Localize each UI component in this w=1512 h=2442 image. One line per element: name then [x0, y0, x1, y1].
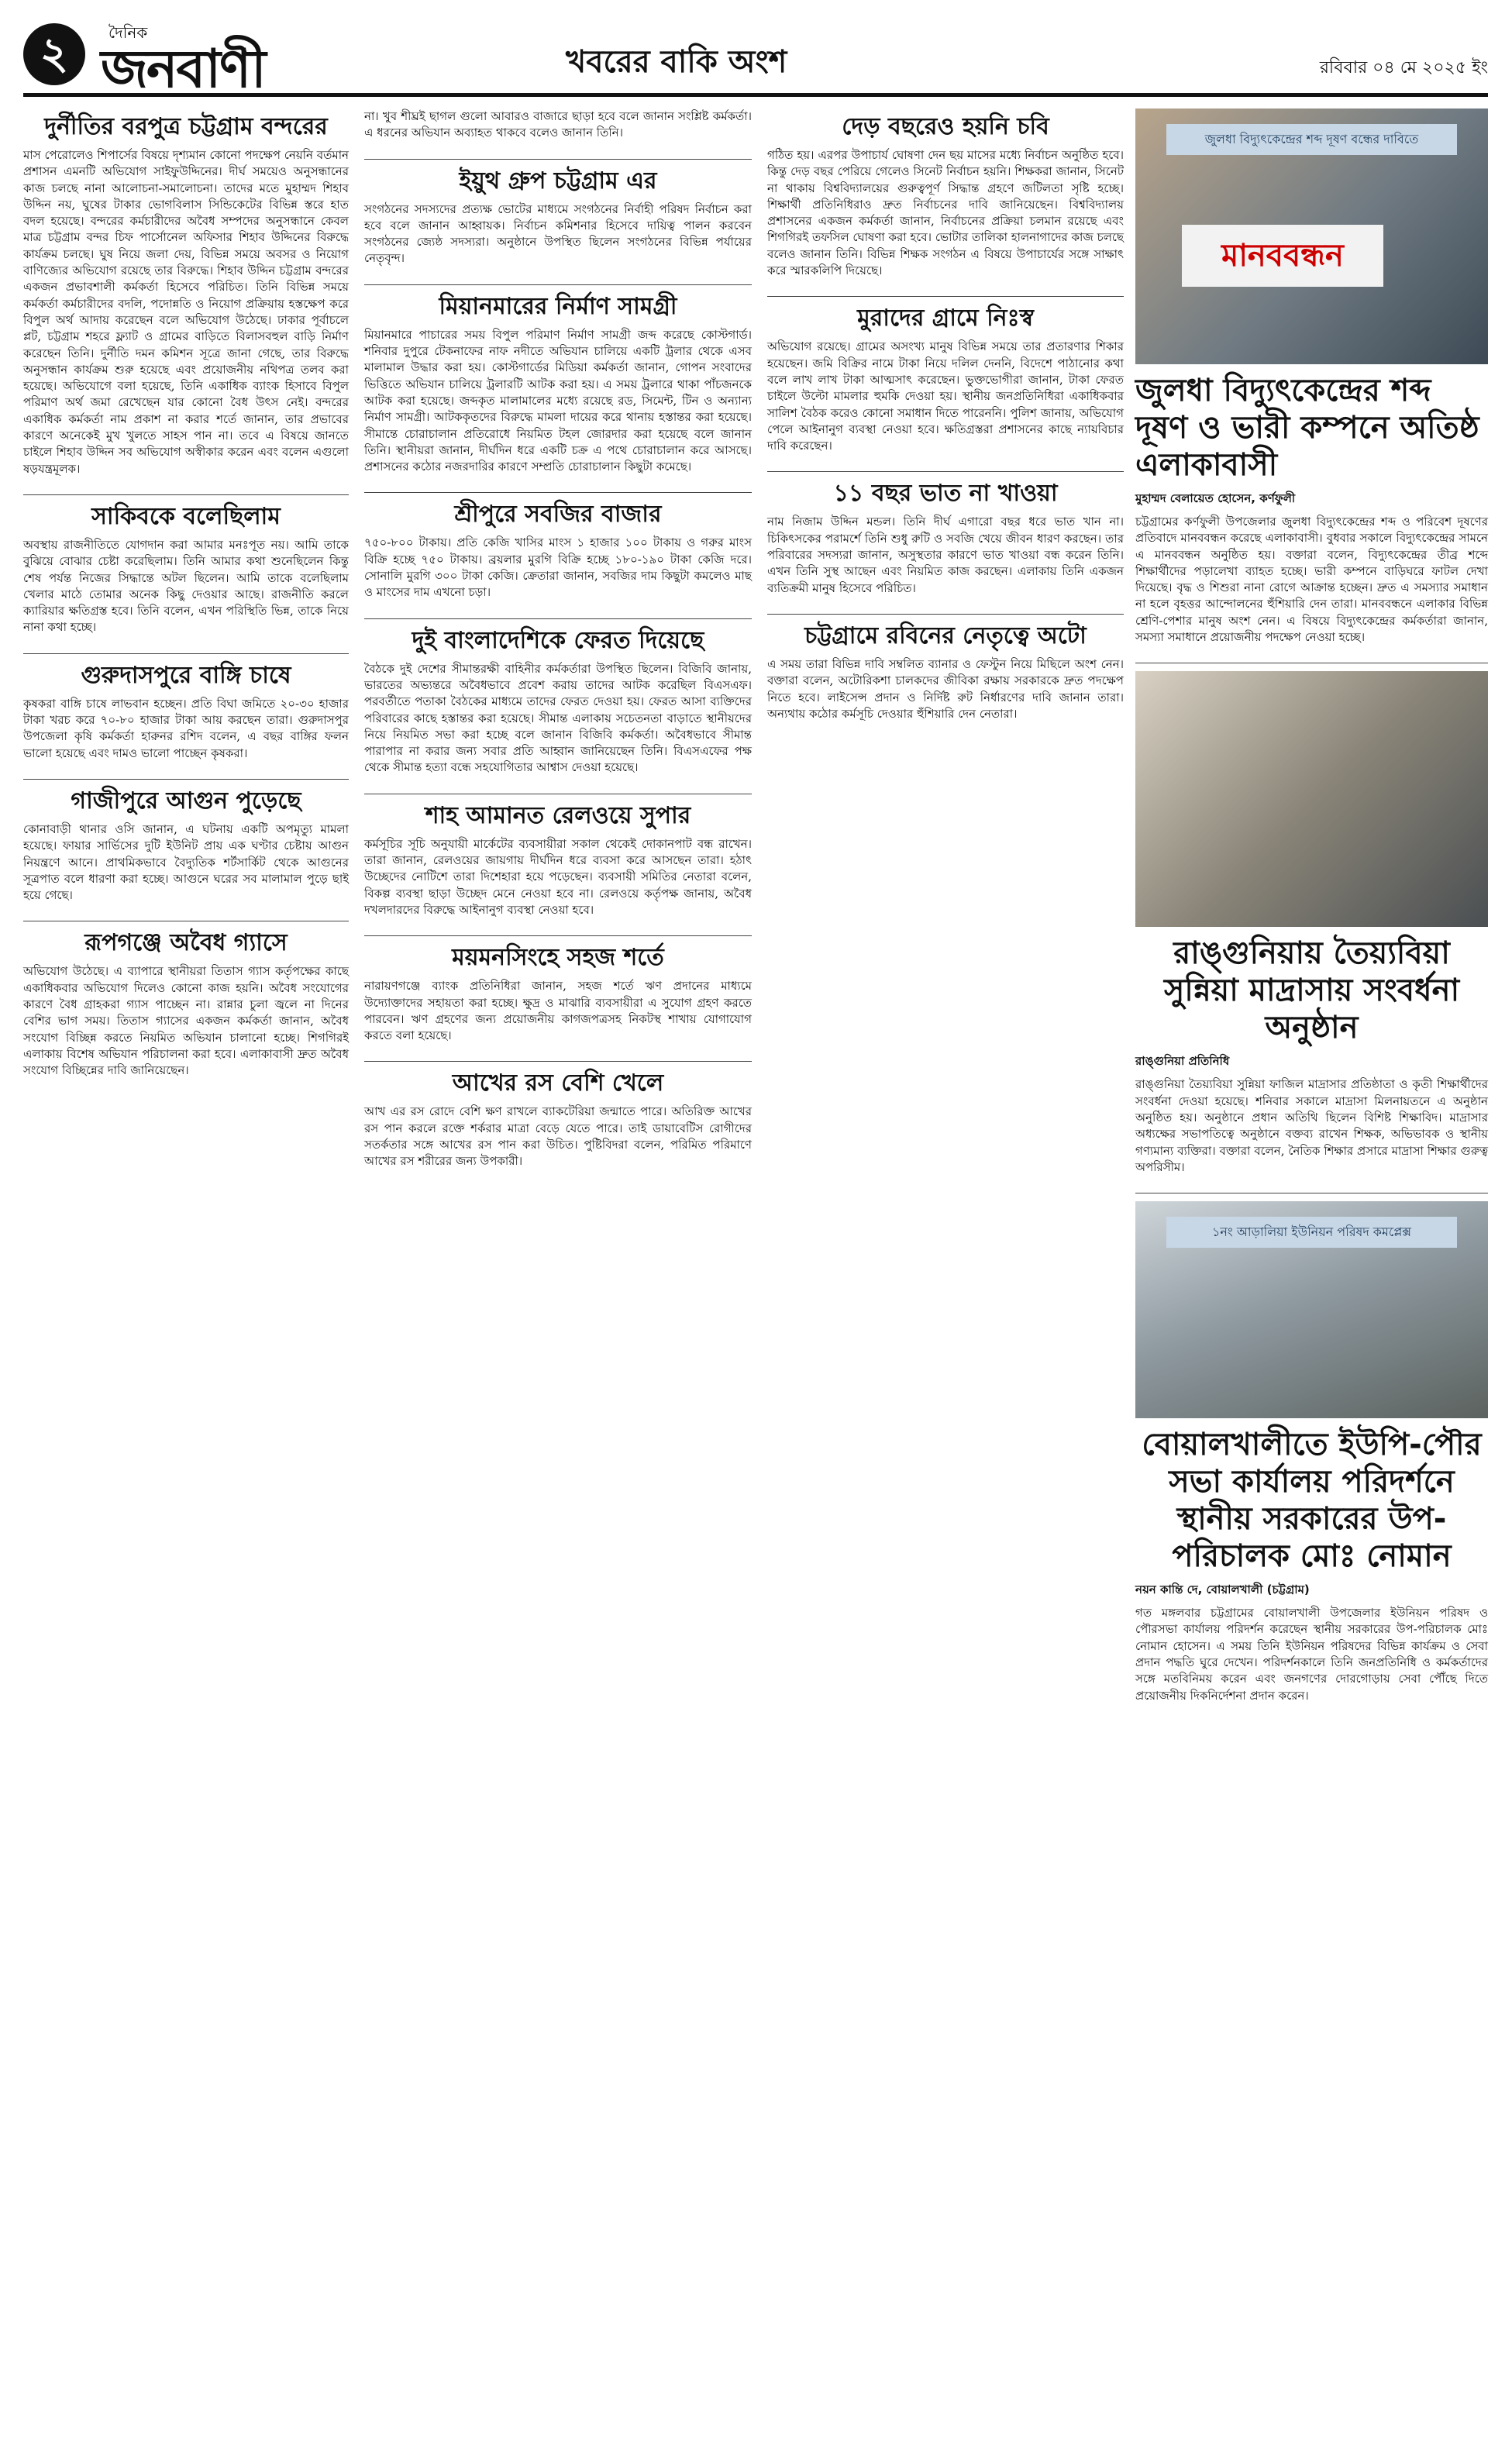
- article: [23, 787, 349, 904]
- article-headline: ১১ বছর ভাত না খাওয়া: [833, 480, 1058, 508]
- article: [364, 108, 752, 142]
- article-body: গত মঙ্গলবার চট্টগ্রামের বোয়ালখালী উপজেলার ইউনিয়ন পরিষদ ও পৌরসভা কার্যালয় পরিদর্শন করেছেন স্থানীয় সরকারের উপ-পরিচালক মোঃ নোমান হোসেন। এ সময় তিনি ইউনিয়ন পরিষদের বিভিন্ন কার্যক্রম ও সেবা প্রদান পদ্ধতি ঘুরে দেখেন। পরিদর্শনকালে তিনি জনপ্রতিনিধি ও কর্মকর্তাদের সঙ্গে মতবিনিময় করেন এবং জনগণের দোরগোড়ায় সেবা পৌঁছে দিতে প্রয়োজনীয় দিকনির্দেশনা প্রদান করেন।: [1135, 1606, 1488, 1703]
- article-headline: মিয়ানমারের নির্মাণ সামগ্রী: [439, 292, 677, 320]
- article: [767, 622, 1124, 722]
- divider: [767, 614, 1124, 615]
- section-title: খবরের বাকি অংশ: [566, 44, 787, 80]
- article-byline: রাঙ্গুনিয়া প্রতিনিধি: [1135, 1054, 1230, 1069]
- article-body: অভিযোগ উঠেছে। এ ব্যাপারে স্থানীয়রা তিতাস গ্যাস কর্তৃপক্ষের কাছে একাধিকবার অভিযোগ দিলেও কোনো কাজ হয়নি। অবৈধ সংযোগের কারণে বৈধ গ্রাহকরা গ্যাস পাচ্ছেন না। রান্নার চুলা জ্বলে না দিনের বেশির ভাগ সময়। তিতাস গ্যাসের একজন কর্মকর্তা জানান, অবৈধ সংযোগ বিচ্ছিন্ন করতে নিয়মিত অভিযান চালানো হচ্ছে। শিগগিরই এলাকায় বিশেষ অভিযান পরিচালনা করা হবে। এলাকাবাসী দ্রুত অবৈধ সংযোগ বিচ্ছিন্নের দাবি জানিয়েছেন।: [23, 964, 349, 1078]
- article: [364, 944, 752, 1044]
- divider: [364, 284, 752, 285]
- article-headline: সাকিবকে বলেছিলাম: [91, 502, 281, 530]
- article-body: সংগঠনের সদস্যদের প্রত্যক্ষ ভোটের মাধ্যমে সংগঠনের নির্বাহী পরিষদ নির্বাচন করা হবে বলে জানান আহ্বায়ক। নির্বাচন কমিশনার হিসেবে দায়িত্ব পালন করবেন সংগঠনের জ্যেষ্ঠ সদস্যরা। অনুষ্ঠানে উপস্থিত ছিলেন সংগঠনের বিভিন্ন পর্যায়ের নেতৃবৃন্দ।: [364, 201, 752, 266]
- article-body: মাস পেরোলেও শিপার্সের বিষয়ে দৃশ্যমান কোনো পদক্ষেপ নেয়নি বর্তমান প্রশাসন এমনটি অভিযোগ সাইফুউদ্দিনের। দীর্ঘ সময়েও অনুসন্ধানের কাজ চলছে নানা আলোচনা-সমালোচনা। তাদের মতে মুহাম্মদ শিহাব উদ্দিন নয়, ঘুষের টাকার ভোগবিলাস সিন্ডিকেটের বিভিন্ন স্তরে হাত বদল হয়েছে। বন্দরের কর্মচারীদের অবৈধ সম্পদের অনুসন্ধানে কেবল মাত্র চট্টগ্রাম বন্দর চিফ পার্সোনেল অফিসার শিহাব উদ্দিনের বিরুদ্ধে কার্যক্রম চলছে। ঘুষ নিয়ে জলা দেয়, বিভিন্ন সময়ে অবসর ও নিয়োগ বাণিজ্যের অভিযোগ রয়েছে তার বিরুদ্ধে। শিহাব উদ্দিন চট্টগ্রাম বন্দরের একজন প্রভাবশালী কর্মকর্তা হিসেবে পরিচিত। তিনি বিভিন্ন সময়ে কর্মকর্তা কর্মচারীদের বদলি, পদোন্নতি ও নিয়োগ প্রক্রিয়ায় হস্তক্ষেপ করে বিপুল অর্থ আদায় করেছেন বলে অভিযোগ উঠেছে। ঢাকার পূর্বাচলে প্লট, চট্টগ্রাম শহরে ফ্ল্যাট ও গ্রামের বাড়িতে বিলাসবহুল বাড়ি নির্মাণ করেছেন তিনি। দুর্নীতি দমন কমিশন সূত্রে জানা গেছে, তার বিরুদ্ধে অনুসন্ধান কার্যক্রম শুরু হয়েছে এবং প্রয়োজনীয় নথিপত্র তলব করা হয়েছে। অভিযোগে বলা হয়েছে, তিনি একাধিক ব্যাংক হিসাবে বিপুল পরিমাণ অর্থ জমা রেখেছেন যার কোনো বৈধ উৎস নেই। বন্দরের একাধিক কর্মকর্তা নাম প্রকাশ না করার শর্তে জানান, তার প্রভাবের কারণে অনেকেই মুখ খুলতে সাহস পান না। তবে এ বিষয়ে জানতে চাইলে শিহাব উদ্দিন সব অভিযোগ অস্বীকার করেন এবং বলেন এগুলো ষড়যন্ত্রমূলক।: [23, 148, 349, 476]
- article-body: নাম নিজাম উদ্দিন মন্ডল। তিনি দীর্ঘ এগারো বছর ধরে ভাত খান না। চিকিৎসকের পরামর্শে তিনি শুধু রুটি ও সবজি খেয়ে জীবন ধারণ করছেন। তার পরিবারের সদস্যরা জানান, অসুস্থতার কারণে ভাত খাওয়া বন্ধ করেন তিনি। এখন তিনি সুস্থ আছেন এবং নিয়মিত কাজ করছেন। এলাকায় তিনি একজন ব্যতিক্রমী মানুষ হিসেবে পরিচিত।: [767, 515, 1124, 595]
- article-body: গঠিত হয়। এরপর উপাচার্য ঘোষণা দেন ছয় মাসের মধ্যে নির্বাচন অনুষ্ঠিত হবে। কিন্তু দেড় বছর পেরিয়ে গেলেও সিনেট নির্বাচন হয়নি। শিক্ষকরা জানান, সিনেট না থাকায় বিশ্ববিদ্যালয়ের গুরুত্বপূর্ণ সিদ্ধান্ত গ্রহণে জটিলতা সৃষ্টি হচ্ছে। শিক্ষার্থী প্রতিনিধিরাও দ্রুত নির্বাচনের দাবি জানিয়েছেন। বিশ্ববিদ্যালয় প্রশাসনের একজন কর্মকর্তা জানান, নির্বাচনের প্রক্রিয়া চলমান রয়েছে এবং শিগগিরই তফসিল ঘোষণা করা হবে। ভোটার তালিকা হালনাগাদের কাজ চলছে বলেও জানান তিনি। বিভিন্ন শিক্ষক সংগঠন এ বিষয়ে উপাচার্যের সঙ্গে সাক্ষাৎ করে স্মারকলিপি দিয়েছে।: [767, 148, 1124, 278]
- article-headline: গুরুদাসপুরে বাঙ্গি চাষে: [81, 661, 291, 689]
- divider: [364, 1061, 752, 1062]
- divider: [364, 159, 752, 160]
- photo-banner-text: মানববন্ধন: [1182, 225, 1383, 287]
- article-body: নারায়ণগঞ্জে ব্যাংক প্রতিনিধিরা জানান, সহজ শর্তে ঋণ প্রদানের মাধ্যমে উদ্যোক্তাদের সহায়তা করা হচ্ছে। ক্ষুদ্র ও মাঝারি ব্যবসায়ীরা এ সুযোগ গ্রহণ করতে পারবেন। ঋণ গ্রহণের জন্য প্রয়োজনীয় কাগজপত্রসহ নিকটস্থ শাখায় যোগাযোগ করতে বলা হয়েছে।: [364, 979, 752, 1043]
- article: [767, 305, 1124, 454]
- article-headline: গাজীপুরে আগুন পুড়েছে: [71, 787, 301, 815]
- article: [364, 802, 752, 918]
- article-body: কোনাবাড়ী থানার ওসি জানান, এ ঘটনায় একটি অপমৃত্যু মামলা হয়েছে। ফায়ার সার্ভিসের দুটি ইউনিট প্রায় এক ঘণ্টার চেষ্টায় আগুন নিয়ন্ত্রণে আনে। প্রাথমিকভাবে বৈদ্যুতিক শর্টসার্কিট থেকে আগুনের সূত্রপাত বলে ধারণা করা হচ্ছে। আগুনে ঘরের সব মালামাল পুড়ে ছাই হয়ে গেছে।: [23, 821, 349, 903]
- divider: [767, 296, 1124, 297]
- article-headline: দুই বাংলাদেশিকে ফেরত দিয়েছে: [412, 626, 704, 654]
- divider: [364, 935, 752, 936]
- article-headline: শ্রীপুরে সবজির বাজার: [454, 501, 662, 529]
- brand-logo: জনবাণী: [101, 39, 265, 100]
- photo-union-council: [1135, 1201, 1488, 1418]
- article: [23, 662, 349, 762]
- article-byline: নয়ন কান্তি দে, বোয়ালখালী (চট্টগ্রাম): [1135, 1583, 1310, 1597]
- article-headline: চট্টগ্রামে রবিনের নেতৃত্বে অটো: [804, 622, 1087, 649]
- article: [364, 627, 752, 777]
- article-body: না। খুব শীঘ্রই ছাগল গুলো আবারও বাজারে ছাড়া হবে বলে জানান সংশ্লিষ্ট কর্মকর্তা। এ ধরনের অভিযান অব্যাহত থাকবে বলেও জানান তিনি।: [364, 109, 752, 140]
- article: [364, 501, 752, 601]
- article-body: আখ এর রস রোদে বেশি ক্ষণ রাখলে ব্যাকটেরিয়া জন্মাতে পারে। অতিরিক্ত আখের রস পান করলে রক্তে শর্করার মাত্রা বেড়ে যেতে পারে। তাই ডায়াবেটিস রোগীদের সতর্কতার সঙ্গে আখের রস পান করা উচিত। পুষ্টিবিদরা বলেন, পরিমিত পরিমাণে আখের রস শরীরের জন্য উপকারী।: [364, 1104, 752, 1169]
- article-headline: রূপগঞ্জে অবৈধ গ্যাসে: [84, 929, 288, 957]
- article-body: বৈঠকে দুই দেশের সীমান্তরক্ষী বাহিনীর কর্মকর্তারা উপস্থিত ছিলেন। বিজিবি জানায়, ভারতের অভ্যন্তরে অবৈধভাবে প্রবেশ করায় তাদের আটক করেছিল বিএসএফ। পরবর্তীতে পতাকা বৈঠকের মাধ্যমে তাদের ফেরত দেওয়া হয়। ফেরত আসা ব্যক্তিদের পরিবারের কাছে হস্তান্তর করা হয়েছে। সীমান্ত এলাকায় সচেতনতা বাড়াতে স্থানীয়দের নিয়ে নিয়মিত সভা করা হচ্ছে বলে জানান বিজিবি কর্মকর্তা। অবৈধভাবে সীমান্ত পারাপার না করার জন্য সবার প্রতি আহ্বান জানিয়েছেন তিনি। বিএসএফের পক্ষ থেকে সীমান্ত হত্যা বন্ধে সহযোগিতার আশ্বাস দেওয়া হয়েছে।: [364, 661, 752, 775]
- divider: [23, 779, 349, 780]
- divider: [364, 492, 752, 493]
- divider: [23, 494, 349, 495]
- article: [364, 1069, 752, 1169]
- article: [364, 167, 752, 267]
- divider: [364, 618, 752, 619]
- article: [1135, 935, 1488, 1176]
- column-2: [364, 108, 752, 1187]
- article-body: এ সময় তারা বিভিন্ন দাবি সম্বলিত ব্যানার ও ফেস্টুন নিয়ে মিছিলে অংশ নেন। বক্তারা বলেন, অটোরিকশা চালকদের জীবিকা রক্ষায় সরকারকে দ্রুত পদক্ষেপ নিতে হবে। লাইসেন্স প্রদান ও নির্দিষ্ট রুট নির্ধারণের দাবি জানান তারা। অন্যথায় কঠোর কর্মসূচি দেওয়ার হুঁশিয়ারি দেন নেতারা।: [767, 656, 1124, 721]
- article-headline: মুরাদের গ্রামে নিঃস্ব: [857, 305, 1034, 332]
- article-headline: দুর্নীতির বরপুত্র চট্টগ্রাম বন্দরের: [44, 113, 328, 140]
- article-headline: ময়মনসিংহে সহজ শর্তে: [452, 944, 664, 972]
- divider: [767, 471, 1124, 472]
- article: [1135, 372, 1488, 646]
- article-body: অভিযোগ রয়েছে। গ্রামের অসংখ্য মানুষ বিভিন্ন সময়ে তার প্রতারণার শিকার হয়েছেন। জমি বিক্রির নামে টাকা নিয়ে দলিল দেননি, বিদেশে পাঠানোর কথা বলে লাখ লাখ টাকা আত্মসাৎ করেছেন। ভুক্তভোগীরা জানান, টাকা ফেরত চাইলে উল্টো মামলার হুমকি দেওয়া হয়। স্থানীয় জনপ্রতিনিধিরা একাধিকবার সালিশ বৈঠক করেও কোনো সমাধান দিতে পারেননি। পুলিশ জানায়, অভিযোগ পেলে আইনানুগ ব্যবস্থা নেওয়া হবে। ক্ষতিগ্রস্তরা প্রশাসনের কাছে ন্যায়বিচার দাবি করেছেন।: [767, 339, 1124, 453]
- divider: [23, 653, 349, 654]
- photo-sign-text: ১নং আড়ালিয়া ইউনিয়ন পরিষদ কমপ্লেক্স: [1166, 1217, 1457, 1248]
- article: [23, 113, 349, 477]
- brand-prefix: দৈনিক: [108, 23, 148, 42]
- photo-reception-event: [1135, 671, 1488, 927]
- masthead: [23, 15, 1488, 100]
- article-body: কৃষকরা বাঙ্গি চাষে লাভবান হচ্ছেন। প্রতি বিঘা জমিতে ২০-৩০ হাজার টাকা খরচ করে ৭০-৮০ হাজার টাকা আয় করছেন তারা। গুরুদাসপুর উপজেলা কৃষি কর্মকর্তা হারুনর রশিদ বলেন, এ বছর বাঙ্গির ফলন ভালো হয়েছে এবং দামও ভালো পাচ্ছেন কৃষকরা।: [23, 696, 349, 760]
- article-headline: রাঙ্গুনিয়ায় তৈয়্যবিয়া সুন্নিয়া মাদ্রাসায় সংবর্ধনা অনুষ্ঠান: [1163, 935, 1460, 1046]
- article: [767, 113, 1124, 279]
- column-1: [23, 108, 349, 1096]
- article: [364, 293, 752, 476]
- article: [1135, 1426, 1488, 1704]
- article-body: ৭৫০-৮০০ টাকায়। প্রতি কেজি খাসির মাংস ১ হাজার ১০০ টাকায় ও গরুর মাংস বিক্রি হচ্ছে ৭৫০ টাকায়। ব্রয়লার মুরগি বিক্রি হচ্ছে ১৮০-১৯০ টাকা কেজি দরে। সোনালি মুরগি ৩০০ টাকা কেজি। ক্রেতারা জানান, সবজির দাম কিছুটা কমলেও মাছ ও মাংসের দাম এখনো চড়া।: [364, 536, 752, 600]
- article-body: কর্মসূচির সূচি অনুযায়ী মার্কেটের ব্যবসায়ীরা সকাল থেকেই দোকানপাট বন্ধ রাখেন। তারা জানান, রেলওয়ের জায়গায় দীর্ঘদিন ধরে ব্যবসা করে আসছেন তারা। হঠাৎ উচ্ছেদের নোটিশে তারা দিশেহারা হয়ে পড়েছেন। ব্যবসায়ী সমিতির নেতারা বলেন, বিকল্প ব্যবস্থা ছাড়া উচ্ছেদ মেনে নেওয়া হবে না। রেলওয়ে কর্তৃপক্ষ জানায়, অবৈধ দখলদারদের বিরুদ্ধে আইনানুগ ব্যবস্থা নেওয়া হবে।: [364, 836, 752, 917]
- column-3: [767, 108, 1124, 739]
- photo-human-chain: [1135, 108, 1488, 364]
- article-headline: আখের রস বেশি খেলে: [452, 1069, 664, 1097]
- article-headline: শাহ আমানত রেলওয়ে সুপার: [425, 801, 691, 829]
- article-byline: মুহাম্মদ বেলায়েত হোসেন, কর্ণফুলী: [1135, 491, 1296, 505]
- article-body: মিয়ানমারে পাচারের সময় বিপুল পরিমাণ নির্মাণ সামগ্রী জব্দ করেছে কোস্টগার্ড। শনিবার দুপুরে টেকনাফের নাফ নদীতে অভিযান চালিয়ে একটি ট্রলার থেকে এসব মালামাল উদ্ধার করা হয়। কোস্টগার্ডের মিডিয়া কর্মকর্তা জানান, গোপন সংবাদের ভিত্তিতে অভিযান চালিয়ে ট্রলারটি আটক করা হয়। এ সময় ট্রলারে থাকা পাঁচজনকে আটক করা হয়েছে। জব্দকৃত মালামালের মধ্যে রয়েছে রড, সিমেন্ট, টিন ও অন্যান্য নির্মাণ সামগ্রী। আটককৃতদের বিরুদ্ধে মামলা দায়ের করে থানায় হস্তান্তর করা হয়েছে। সীমান্তে চোরাচালান প্রতিরোধে নিয়মিত টহল জোরদার করা হয়েছে বলে জানান তিনি। স্থানীয়রা জানান, দীর্ঘদিন ধরে একটি চক্র এ পথে চোরাচালান করে আসছে। প্রশাসনের কঠোর নজরদারির কারণে সম্প্রতি চোরাচালান কিছুটা কমেছে।: [364, 327, 752, 474]
- article-headline: ইয়ুথ গ্রুপ চট্টগ্রাম এর: [459, 167, 657, 195]
- article-body: চট্টগ্রামের কর্ণফুলী উপজেলার জুলধা বিদ্যুৎকেন্দ্রের শব্দ ও পরিবেশ দূষণের প্রতিবাদে মানববন্ধন করেছে এলাকাবাসী। বুধবার সকালে বিদ্যুৎকেন্দ্রের সামনে এ মানববন্ধন অনুষ্ঠিত হয়। বক্তারা বলেন, বিদ্যুৎকেন্দ্রের তীব্র শব্দে শিক্ষার্থীদের পড়ালেখা ব্যাহত হচ্ছে। ভারী কম্পনে বাড়িঘরে ফাটল দেখা দিয়েছে। বৃদ্ধ ও শিশুরা নানা রোগে আক্রান্ত হচ্ছেন। দ্রুত এ সমস্যার সমাধান না হলে বৃহত্তর আন্দোলনের হুঁশিয়ারি দেন তারা। মানববন্ধনে এলাকার বিভিন্ন শ্রেণি-পেশার মানুষ অংশ নেন। এ বিষয়ে বিদ্যুৎকেন্দ্রের কর্মকর্তারা জানান, সমস্যা সমাধানে প্রয়োজনীয় পদক্ষেপ নেওয়া হচ্ছে।: [1135, 515, 1488, 645]
- article: [767, 480, 1124, 596]
- article-headline: জুলধা বিদ্যুৎকেন্দ্রের শব্দ দূষণ ও ভারী কম্পনে অতিষ্ঠ এলাকাবাসী: [1135, 373, 1479, 483]
- article: [23, 929, 349, 1079]
- column-4: [1135, 108, 1488, 1721]
- page-number: ২: [23, 23, 85, 85]
- article-body: রাঙ্গুনিয়া তৈয়্যবিয়া সুন্নিয়া ফাজিল মাদ্রাসার প্রতিষ্ঠাতা ও কৃতী শিক্ষার্থীদের সংবর্ধনা দেওয়া হয়েছে। শনিবার সকালে মাদ্রাসা মিলনায়তনে এ অনুষ্ঠান অনুষ্ঠিত হয়। অনুষ্ঠানে প্রধান অতিথি ছিলেন বিশিষ্ট শিক্ষাবিদ। মাদ্রাসার অধ্যক্ষের সভাপতিত্বে অনুষ্ঠানে বক্তব্য রাখেন শিক্ষক, অভিভাবক ও স্থানীয় গণ্যমান্য ব্যক্তিরা। বক্তারা বলেন, নৈতিক শিক্ষার প্রসারে মাদ্রাসা শিক্ষার গুরুত্ব অপরিসীম।: [1135, 1077, 1488, 1174]
- dateline: রবিবার ০৪ মে ২০২৫ ইং: [1319, 58, 1488, 77]
- article-headline: বোয়ালখালীতে ইউপি-পৌর সভা কার্যালয় পরিদর্শনে স্থানীয় সরকারের উপ-পরিচালক মোঃ নোমান: [1142, 1427, 1482, 1575]
- article-headline: দেড় বছরেও হয়নি চবি: [842, 113, 1049, 140]
- article-body: অবস্থায় রাজনীতিতে যোগদান করা আমার মনঃপূত নয়। আমি তাকে বুঝিয়ে বোঝার চেষ্টা করেছিলাম। তিনি আমার কথা শুনেছিলেন কিন্তু শেষ পর্যন্ত নিজের সিদ্ধান্তে অটল ছিলেন। আমি তাকে বলেছিলাম খেলার মাঠে তোমার অনেক কিছু দেওয়ার আছে। রাজনীতি করলে ক্যারিয়ার ক্ষতিগ্রস্ত হবে। তিনি বলেন, এখন পরিস্থিতি ভিন্ন, তাকে নিয়ে নানা কথা হচ্ছে।: [23, 537, 349, 635]
- article: [23, 503, 349, 636]
- photo-sign-text: জুলধা বিদ্যুৎকেন্দ্রের শব্দ দূষণ বন্ধের দাবিতে: [1166, 124, 1457, 155]
